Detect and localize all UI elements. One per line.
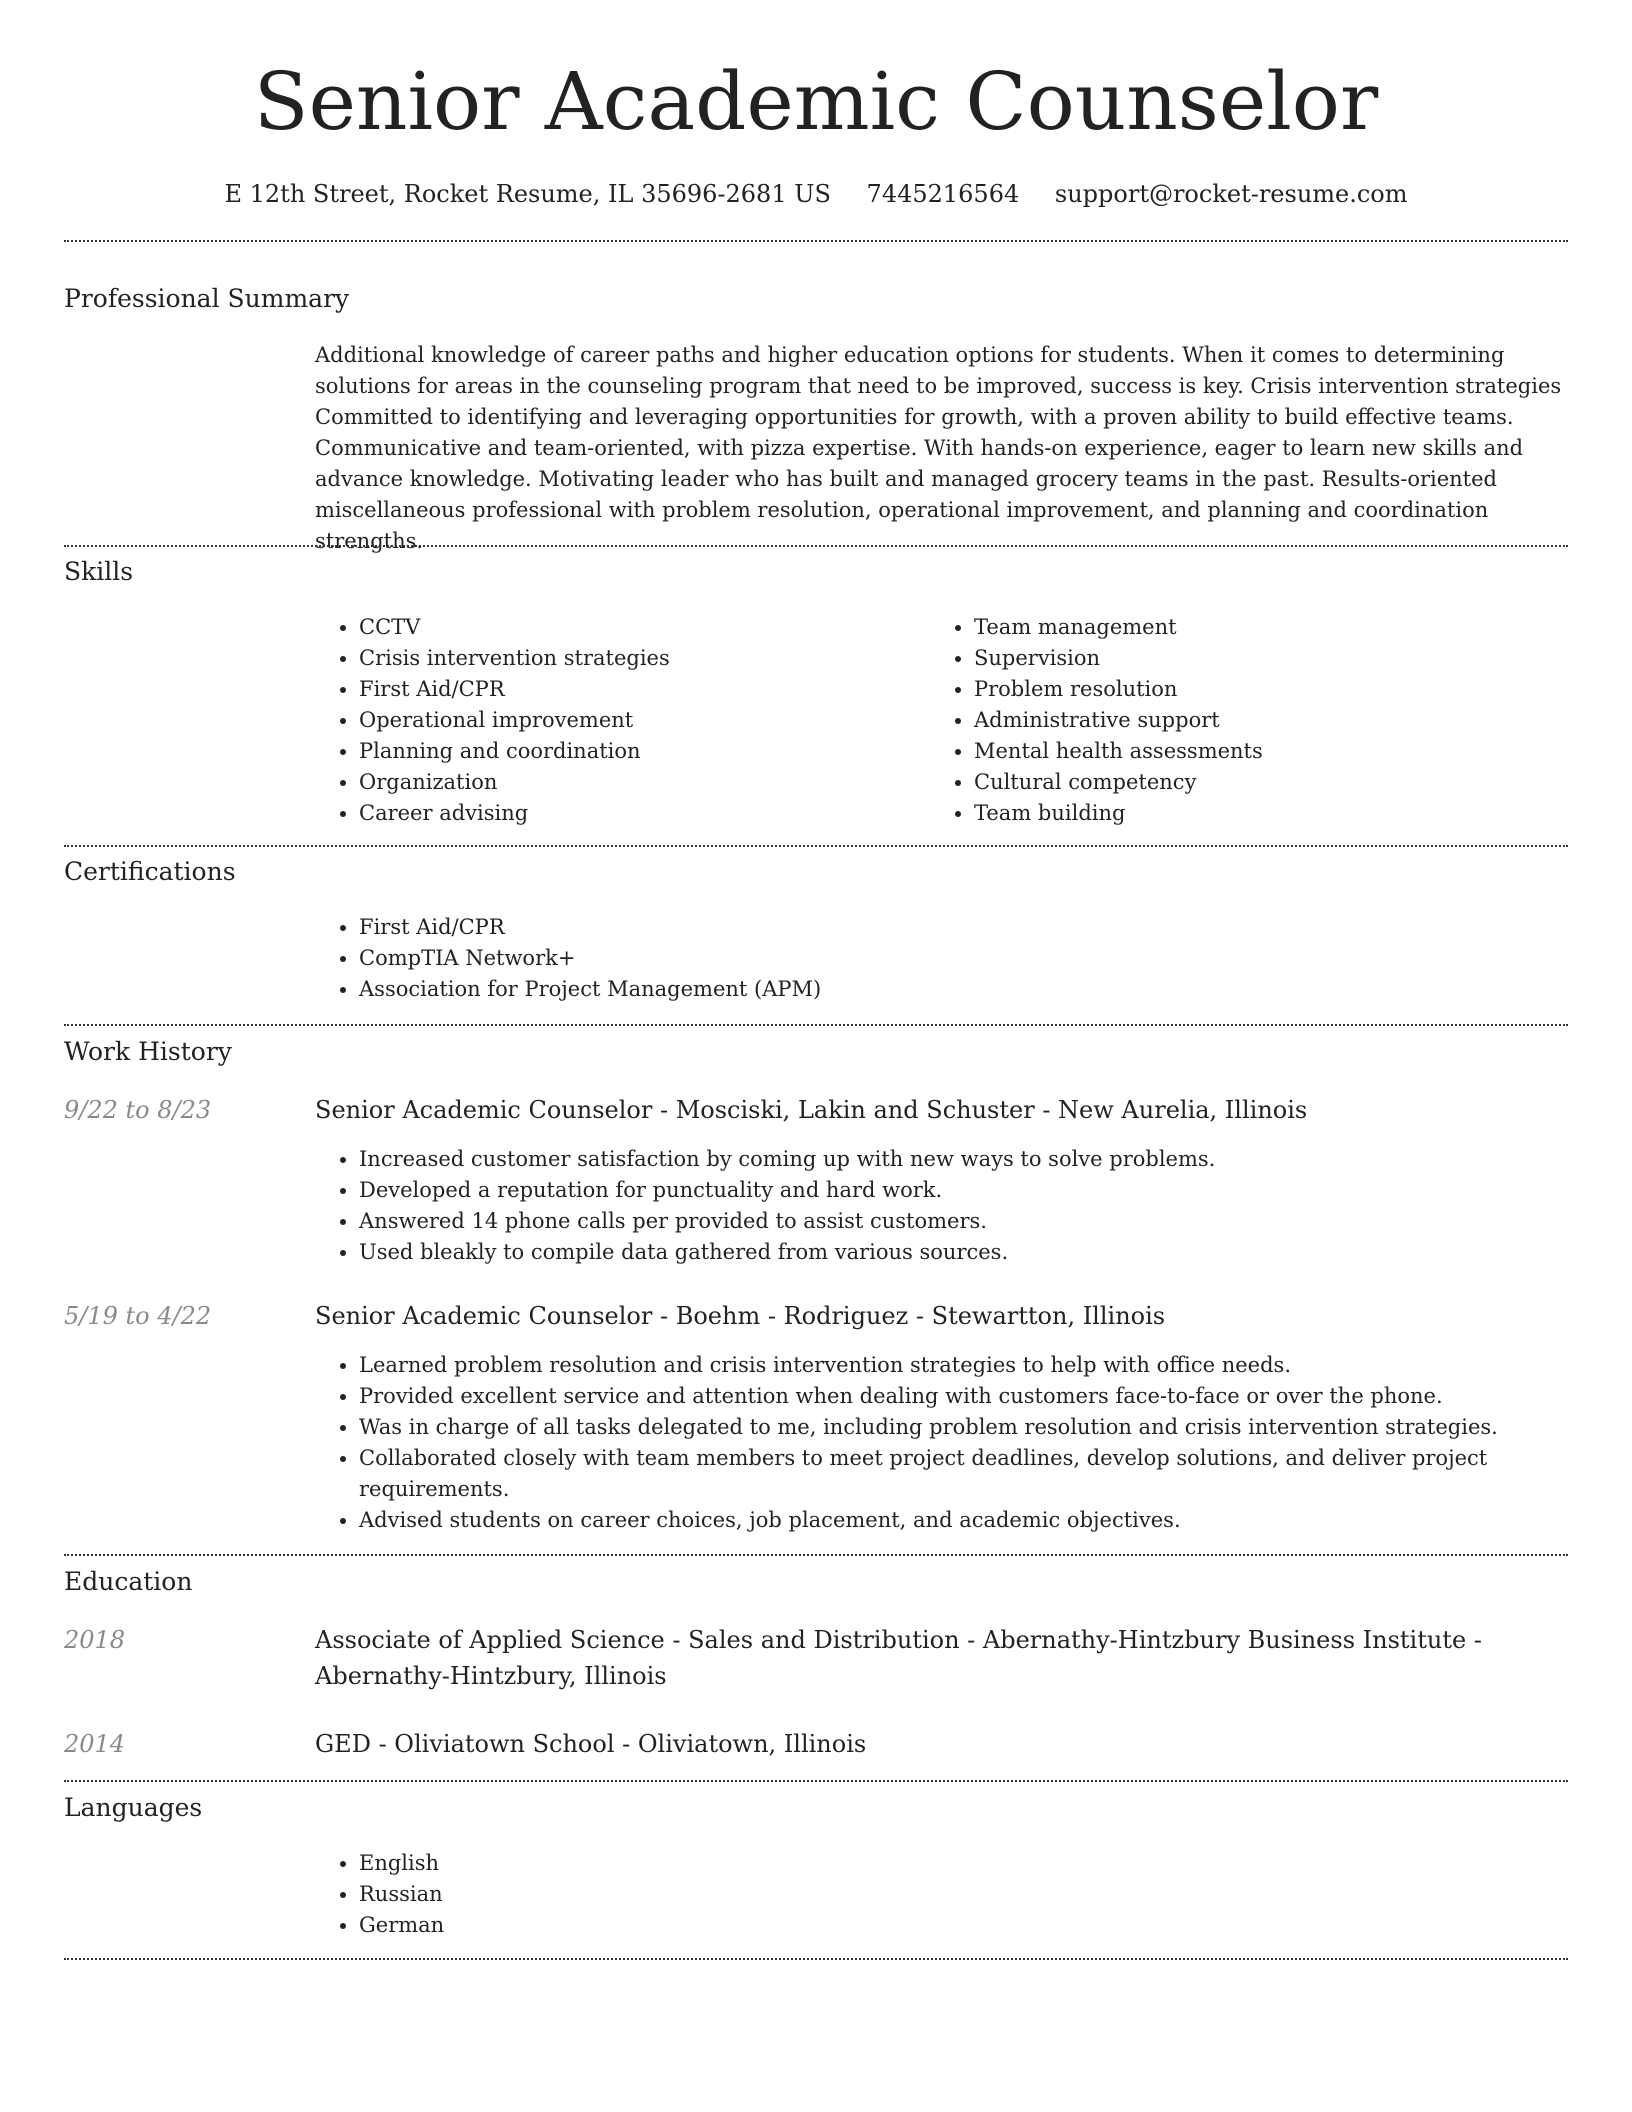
job-date: 9/22 to 8/23 (64, 1096, 212, 1124)
list-item: • Team building (974, 798, 1574, 829)
list-item: • Supervision (974, 643, 1574, 674)
contact-address: E 12th Street, Rocket Resume, IL 35696-2681 US (224, 180, 831, 208)
education-title: GED - Oliviatown School - Oliviatown, Illinois (315, 1730, 867, 1758)
education-date: 2014 (64, 1730, 126, 1758)
list-item: • Answered 14 phone calls per provided to assist customers. (359, 1206, 1569, 1237)
list-item: • Advised students on career choices, job placement, and academic objectives. (359, 1505, 1569, 1536)
job-title: Senior Academic Counselor - Mosciski, Lakin and Schuster - New Aurelia, Illinois (315, 1096, 1308, 1124)
list-item: • English (359, 1848, 1559, 1879)
job-date: 5/19 to 4/22 (64, 1302, 212, 1330)
contact-line (0, 178, 1632, 210)
list-item: • Increased customer satisfaction by coming up with new ways to solve problems. (359, 1144, 1569, 1175)
section-divider (64, 1958, 1568, 1960)
skills-list-left (315, 612, 919, 829)
summary-text: Additional knowledge of career paths and higher education options for students. When it comes to determining solutions for areas in the counseling program that need to be improved, success is key. Crisis intervention strategies Committed to identifying and leveraging opportunities for growth, with a proven ability to build effective teams. Communicative and team-oriented, with pizza expertise. With hands-on experience, eager to learn new skills and advance knowledge. Motivating leader who has built and managed grocery teams in the past. Results-oriented miscellaneous professional with problem resolution, operational improvement, and planning and coordination strengths. (315, 343, 1562, 553)
job-bullets (315, 1144, 1569, 1268)
section-divider (64, 545, 1568, 547)
list-item: • Planning and coordination (359, 736, 919, 767)
section-divider (64, 845, 1568, 847)
job-bullets (315, 1350, 1569, 1536)
list-item: • Organization (359, 767, 919, 798)
list-item: • Learned problem resolution and crisis intervention strategies to help with office needs. (359, 1350, 1569, 1381)
list-item: • Crisis intervention strategies (359, 643, 919, 674)
list-item: • Problem resolution (974, 674, 1574, 705)
section-divider (64, 1554, 1568, 1556)
list-item: • Was in charge of all tasks delegated to me, including problem resolution and crisis intervention strategies. (359, 1412, 1569, 1443)
section-divider (64, 1780, 1568, 1782)
list-item: • Cultural competency (974, 767, 1574, 798)
list-item: • Developed a reputation for punctuality and hard work. (359, 1175, 1569, 1206)
certifications-list (315, 912, 1559, 1005)
education-heading: Education (64, 1567, 193, 1596)
skills-list-right (930, 612, 1574, 829)
skills-heading: Skills (64, 557, 134, 586)
summary-heading: Professional Summary (64, 284, 350, 313)
list-item: • Provided excellent service and attention when dealing with customers face-to-face or over the phone. (359, 1381, 1569, 1412)
candidate-name: Senior Academic Counselor (253, 55, 1379, 148)
list-item: • Team management (974, 612, 1574, 643)
list-item: • Career advising (359, 798, 919, 829)
languages-heading: Languages (64, 1793, 203, 1822)
list-item: • CCTV (359, 612, 919, 643)
job-title: Senior Academic Counselor - Boehm - Rodriguez - Stewartton, Illinois (315, 1302, 1166, 1330)
list-item: • Used bleakly to compile data gathered from various sources. (359, 1237, 1569, 1268)
contact-email: support@rocket-resume.com (1054, 180, 1408, 208)
resume-header (0, 0, 1632, 210)
education-title: Associate of Applied Science - Sales and Distribution - Abernathy-Hintzbury Business Institute - Abernathy-Hintzbury, Illinois (315, 1626, 1482, 1690)
certifications-heading: Certifications (64, 857, 236, 886)
section-divider (64, 240, 1568, 242)
list-item: • Operational improvement (359, 705, 919, 736)
list-item: • Association for Project Management (APM) (359, 974, 1559, 1005)
contact-phone: 7445216564 (866, 180, 1020, 208)
list-item: • German (359, 1910, 1559, 1941)
list-item: • CompTIA Network+ (359, 943, 1559, 974)
list-item: • Administrative support (974, 705, 1574, 736)
list-item: • First Aid/CPR (359, 674, 919, 705)
languages-list (315, 1848, 1559, 1941)
work-history-heading: Work History (64, 1037, 232, 1066)
list-item: • Russian (359, 1879, 1559, 1910)
education-date: 2018 (64, 1626, 126, 1654)
list-item: • First Aid/CPR (359, 912, 1559, 943)
section-divider (64, 1024, 1568, 1026)
list-item: • Collaborated closely with team members to meet project deadlines, develop solutions, and deliver project requirements. (359, 1443, 1569, 1505)
list-item: • Mental health assessments (974, 736, 1574, 767)
